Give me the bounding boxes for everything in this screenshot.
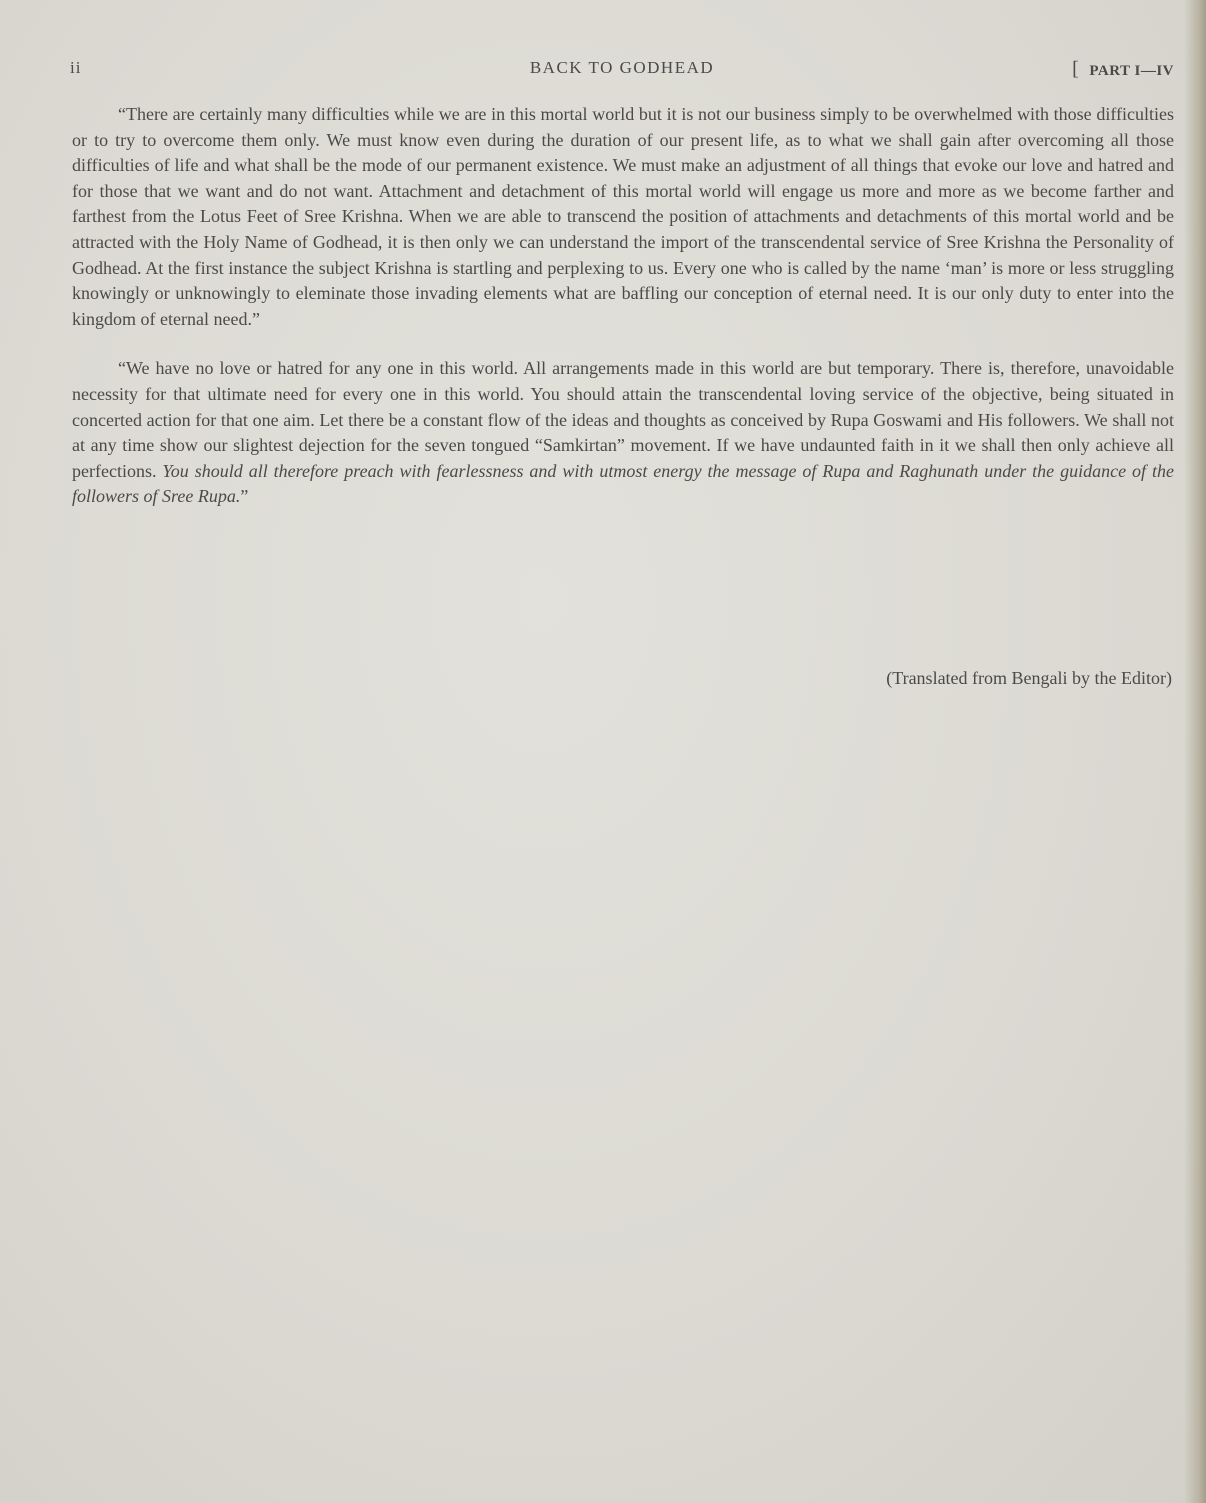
paragraph-2-text: “We have no love or hatred for any one in this world. All arrangements made in this world are but temporary. There is, therefore, unavoidable necessity for that ultimate need for every one in this world. You should attain the transcendental loving service of the objective, being situated in concerted action for that one aim. Let there be a constant flow of the ideas and thoughts as conceived by Rupa Goswami and His followers. We shall not at any time show our slightest dejection for the seven tongued “Samkirtan” movement. If we have undaunted faith in it we shall then only achieve all perfections. [72,358,1174,481]
running-title: BACK TO GODHEAD [529,58,715,77]
page-header [70,58,1174,82]
translation-credit: (Translated from Bengali by the Editor) [886,668,1172,688]
article-body [72,102,1174,510]
paragraph-1: “There are certainly many difficulties while we are in this mortal world but it is not our business simply to be overwhelmed with those difficulties or to try to overcome them only. We must know even during the duration of our present life, as to what we shall gain after overcoming all those difficulties of life and what shall be the mode of our permanent existence. We must make an adjustment of all things that evoke our love and hatred and for those that we want and do not want. Attachment and detachment of this mortal world will engage us more and more as we become farther and farthest from the Lotus Feet of Sree Krishna. When we are able to transcend the position of attachments and detachments of this mortal world and be attracted with the Holy Name of Godhead, it is then only we can understand the import of the transcendental service of Sree Krishna the Personality of Godhead. At the first instance the subject Krishna is startling and perplexing to us. Every one who is called by the name ‘man’ is more or less struggling knowingly or unknowingly to eleminate those invading elements what are baffling our conception of eternal need. It is our only duty to enter into the kingdom of eternal need.” [72,104,1174,329]
part-label-text: PART I—IV [1089,63,1174,79]
paragraph-2-italic-text: You should all therefore preach with fearlessness and with utmost energy the message of Rupa and Raghunath under the guidance of the followers of Sree Rupa. [72,460,1174,507]
part-label [1072,58,1174,81]
page-edge-shadow [1184,0,1206,1503]
part-bracket: [ [1072,58,1080,80]
paragraph-2-closing-quote: ” [240,486,249,507]
page-number: ii [70,58,82,77]
paragraph-2 [72,356,1174,510]
